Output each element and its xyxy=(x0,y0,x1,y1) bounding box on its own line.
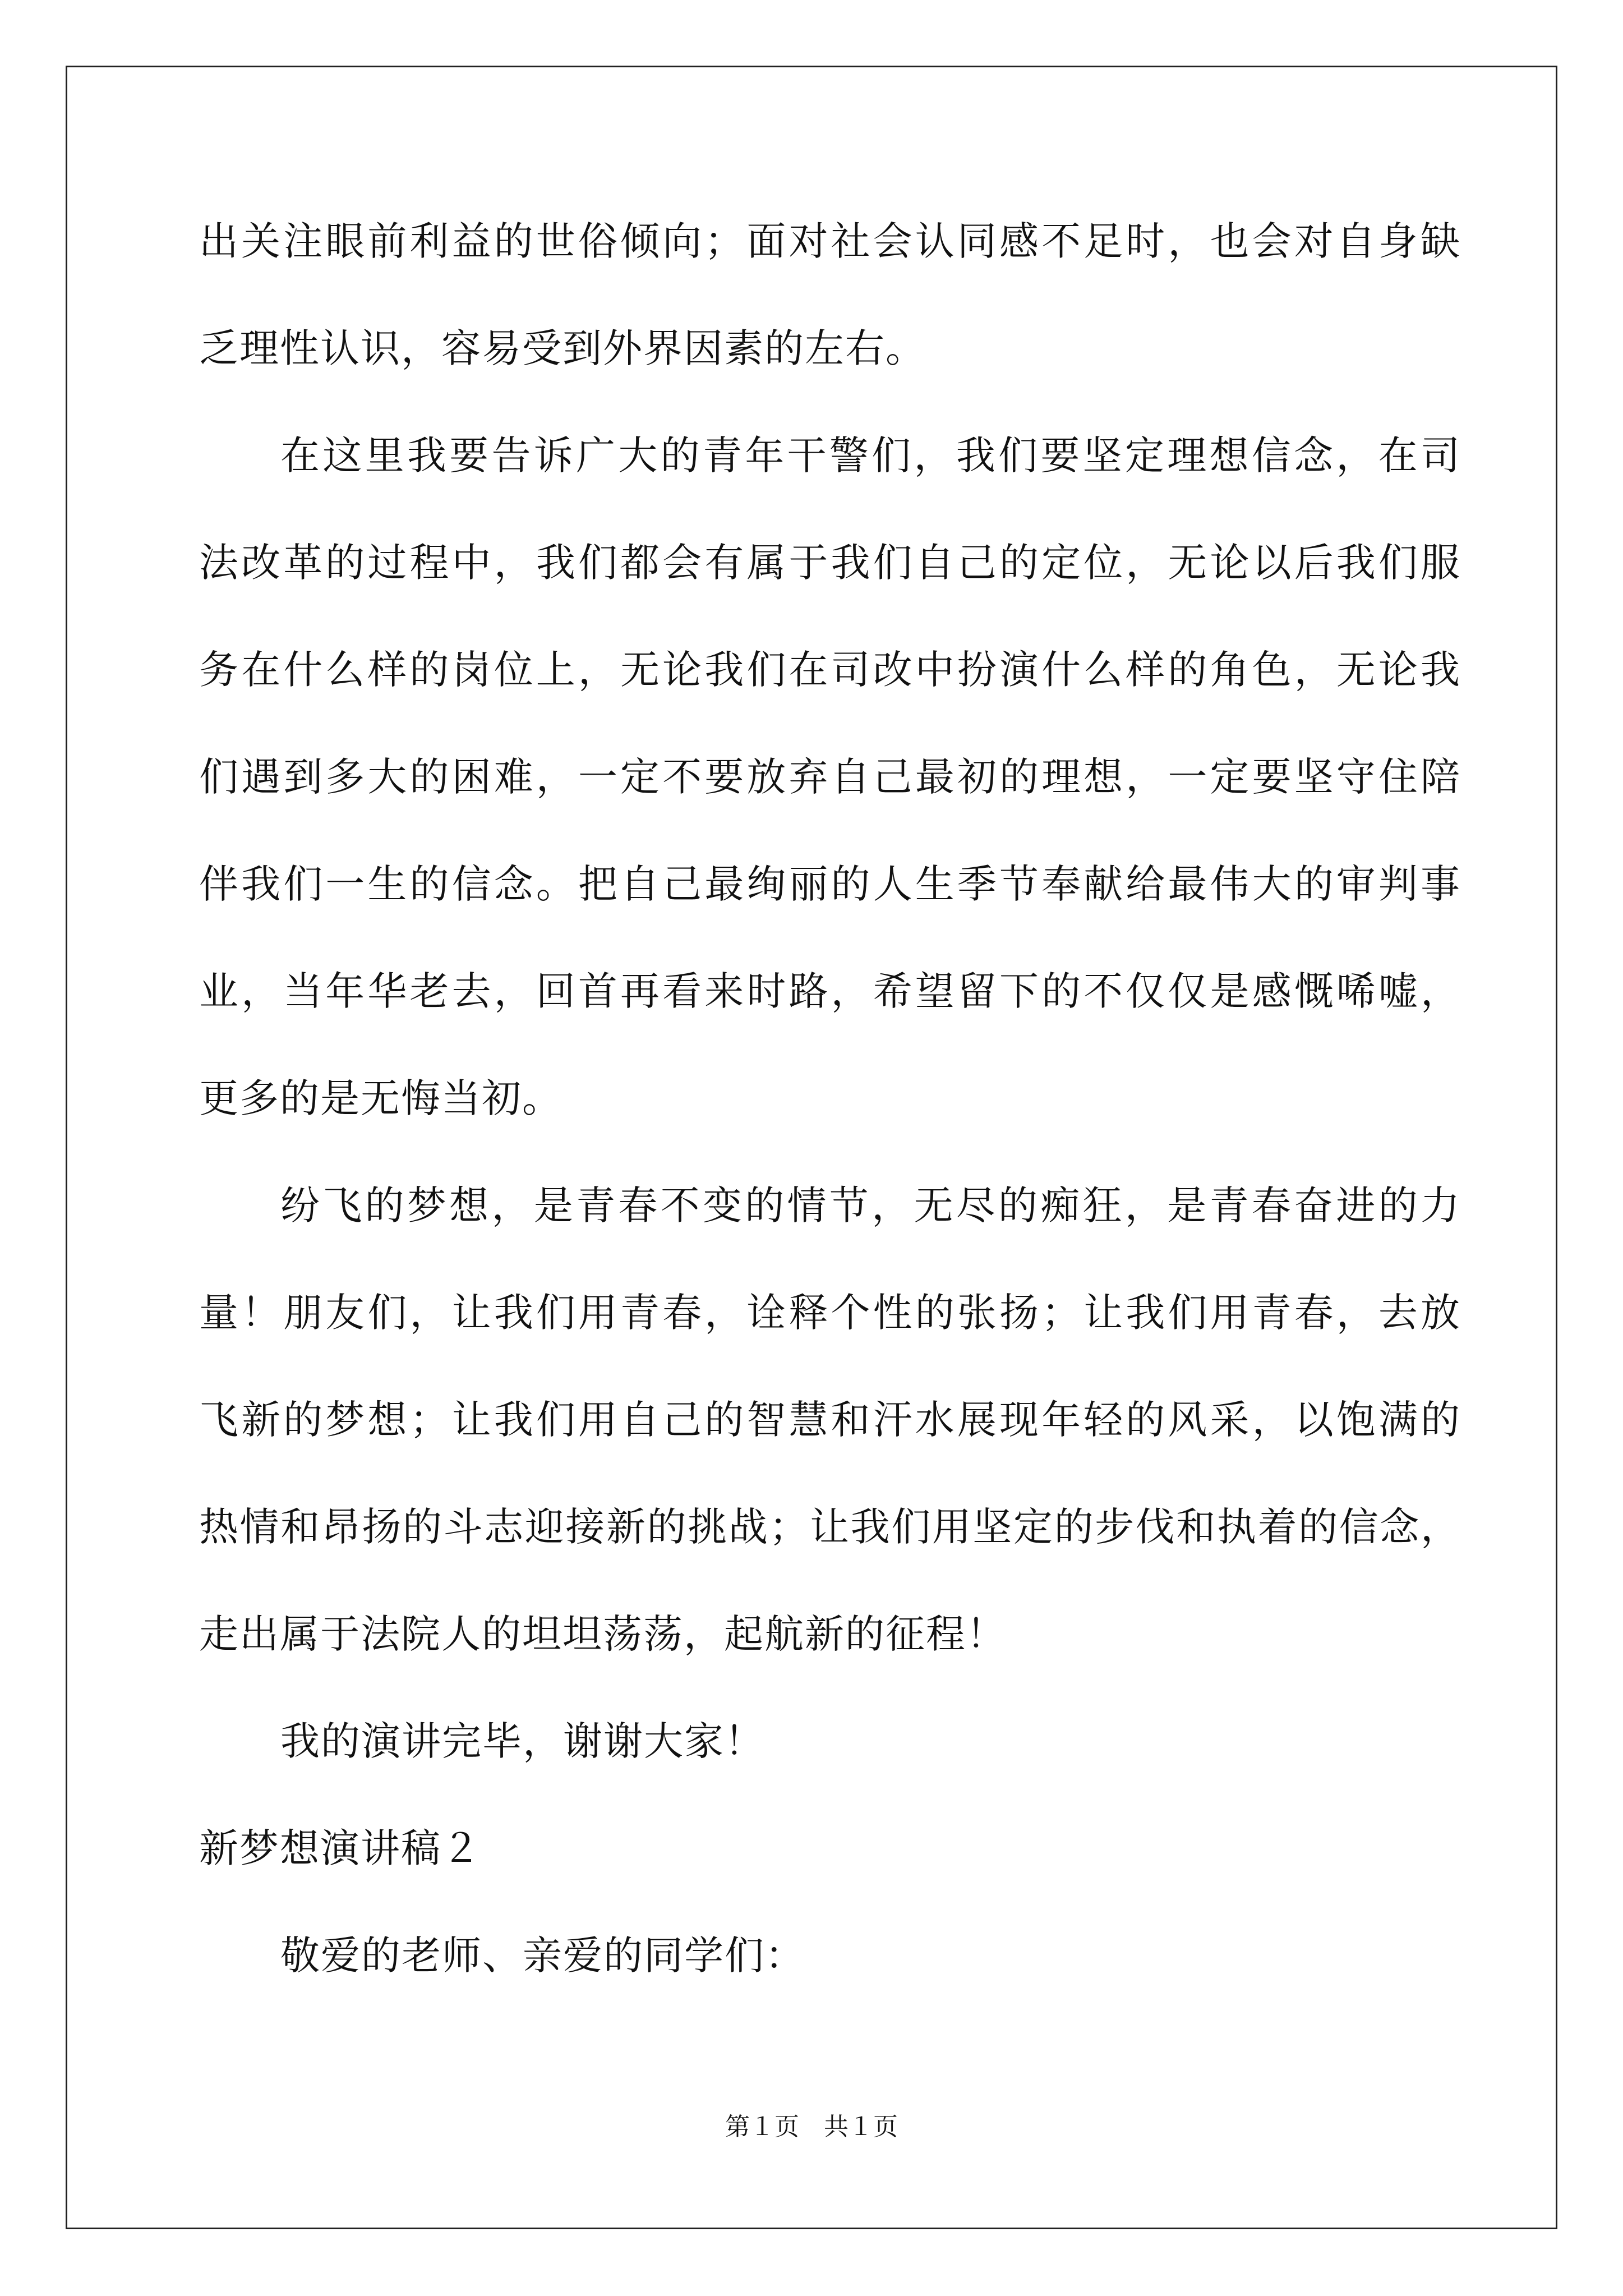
text-line: 走出属于法院人的坦坦荡荡，起航新的征程！ xyxy=(199,1611,1007,1657)
text-line: 务在什么样的岗位上，无论我们在司改中扮演什么样的角色，无论我 xyxy=(199,647,1461,693)
paragraph-start-line: 纷飞的梦想，是青春不变的情节，无尽的痴狂，是青春奋进的力 xyxy=(280,1182,1461,1228)
closing-line: 我的演讲完毕，谢谢大家！ xyxy=(280,1718,765,1764)
text-line: 飞新的梦想；让我们用自己的智慧和汗水展现年轻的风采，以饱满的 xyxy=(199,1397,1461,1443)
text-line: 热情和昂扬的斗志迎接新的挑战；让我们用坚定的步伐和执着的信念， xyxy=(199,1504,1461,1550)
page-number-footer: 第１页 共１页 xyxy=(725,2113,898,2141)
text-line: 法改革的过程中，我们都会有属于我们自己的定位，无论以后我们服 xyxy=(199,540,1461,586)
text-line: 们遇到多大的困难，一定不要放弃自己最初的理想，一定要坚守住陪 xyxy=(199,754,1461,800)
text-line: 量！朋友们，让我们用青春，诠释个性的张扬；让我们用青春，去放 xyxy=(199,1290,1461,1336)
text-line: 伴我们一生的信念。把自己最绚丽的人生季节奉献给最伟大的审判事 xyxy=(199,861,1461,907)
document-body xyxy=(199,213,1461,2035)
text-line: 业，当年华老去，回首再看来时路，希望留下的不仅仅是感慨唏嘘， xyxy=(199,968,1461,1014)
salutation-line: 敬爱的老师、亲爱的同学们： xyxy=(280,1932,805,1978)
text-line: 乏理性认识，容易受到外界因素的左右。 xyxy=(199,325,926,371)
text-line: 出关注眼前利益的世俗倾向；面对社会认同感不足时，也会对自身缺 xyxy=(199,218,1461,264)
paragraph-start-line: 在这里我要告诉广大的青年干警们，我们要坚定理想信念，在司 xyxy=(280,432,1461,478)
section-heading: 新梦想演讲稿２ xyxy=(199,1825,482,1871)
text-line: 更多的是无悔当初。 xyxy=(199,1075,562,1121)
